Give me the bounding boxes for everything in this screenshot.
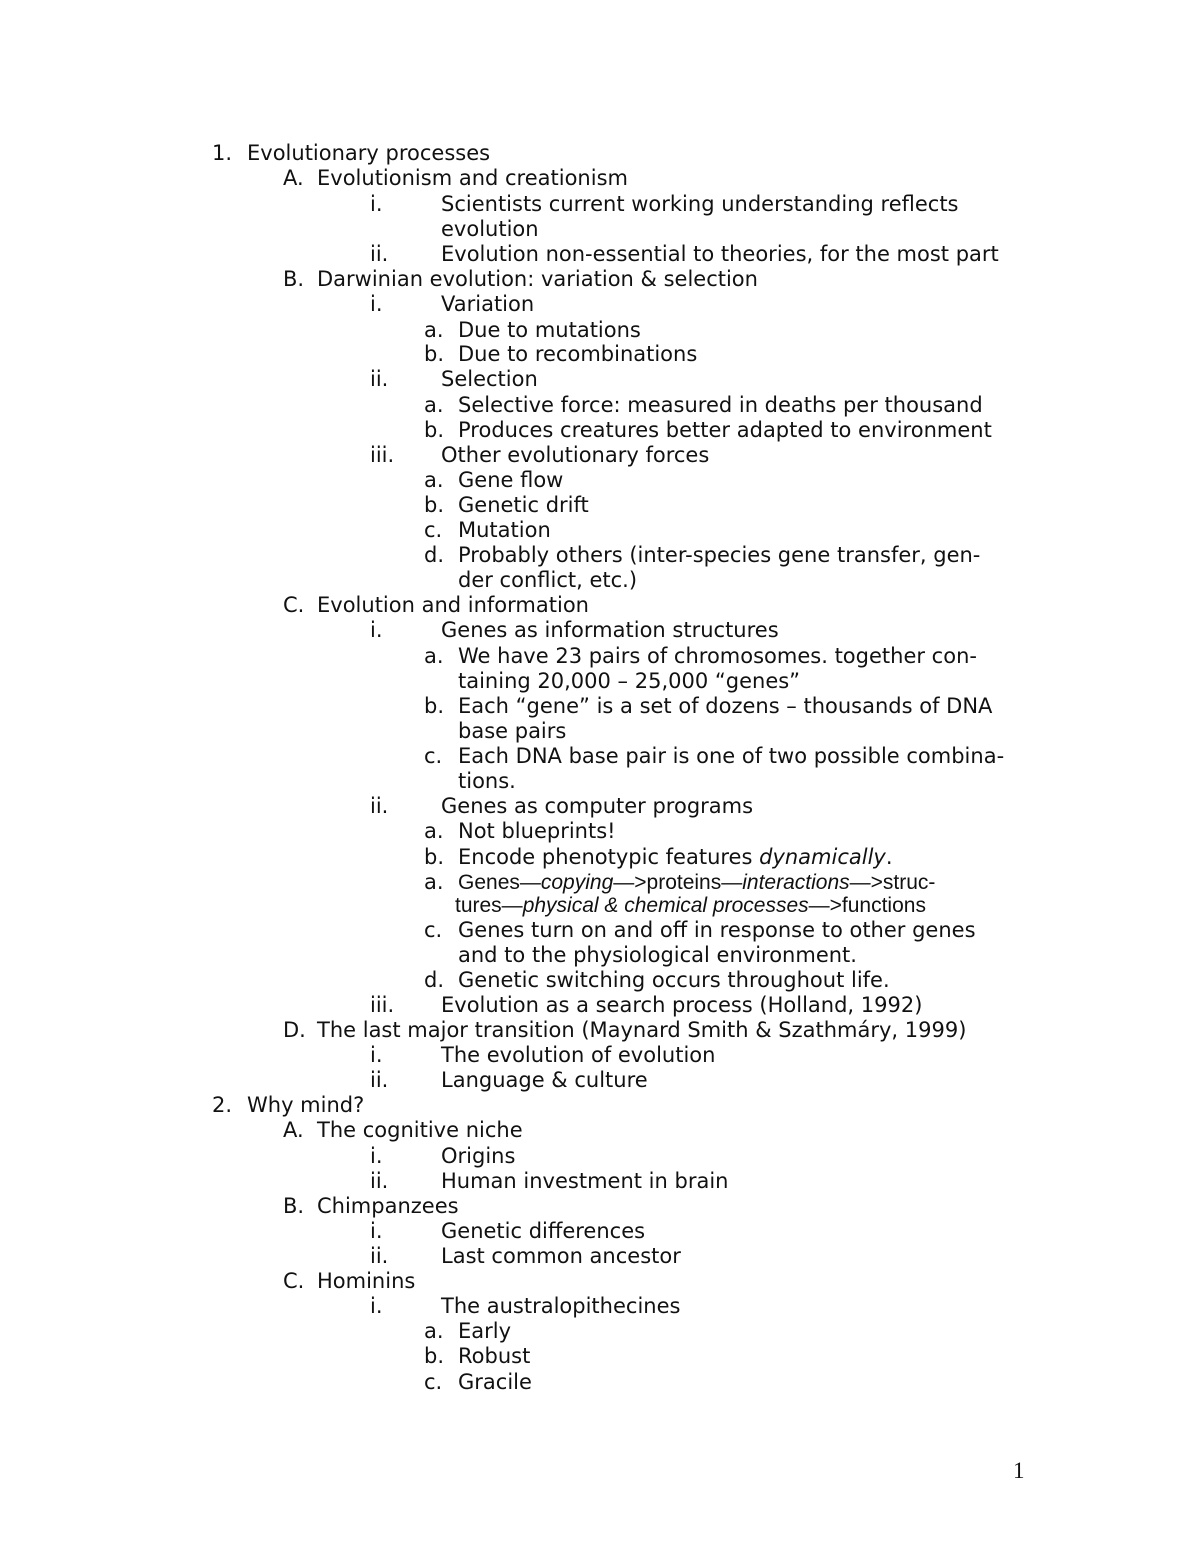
outline-marker: ii.	[370, 242, 389, 266]
item-text: tures—	[455, 894, 523, 917]
outline-item: Gracile	[458, 1370, 532, 1394]
outline-item-continuation: base pairs	[458, 719, 567, 743]
outline-item: Due to mutations	[458, 318, 641, 342]
outline-item: Hominins	[317, 1269, 416, 1293]
emphasis-text: physical & chemical processes	[522, 894, 809, 917]
outline-item-continuation: evolution	[441, 217, 539, 241]
outline-item-continuation: taining 20,000 – 25,000 “genes”	[458, 669, 801, 693]
outline-heading: Why mind?	[247, 1093, 365, 1117]
outline-marker: a.	[424, 870, 444, 894]
outline-item: Produces creatures better adapted to environment	[458, 418, 992, 442]
outline-marker: iii.	[370, 993, 395, 1017]
item-text: —>proteins—	[613, 871, 743, 894]
outline-marker: 2.	[212, 1093, 233, 1117]
outline-marker: a.	[424, 393, 444, 417]
outline-marker: iii.	[370, 443, 395, 467]
outline-marker: B.	[283, 1194, 305, 1218]
outline-item: Evolutionism and creationism	[317, 166, 628, 190]
item-text: —>struc-	[849, 871, 936, 894]
outline-item: Evolution and information	[317, 593, 589, 617]
outline-marker: b.	[424, 694, 445, 718]
outline-marker: ii.	[370, 1244, 389, 1268]
outline-marker: d.	[424, 543, 445, 567]
outline-item-continuation: der conflict, etc.)	[458, 568, 638, 592]
outline-item: Human investment in brain	[441, 1169, 729, 1193]
outline-marker: ii.	[370, 1068, 389, 1092]
outline-item: We have 23 pairs of chromosomes. together con-	[458, 644, 977, 668]
outline-marker: a.	[424, 1319, 444, 1343]
outline-item: Probably others (inter-species gene transfer, gen-	[458, 543, 981, 567]
outline-item: Mutation	[458, 518, 551, 542]
outline-item: Scientists current working understanding reflects	[441, 192, 959, 216]
outline-item-continuation: tions.	[458, 769, 516, 793]
outline-item: Genes as information structures	[441, 618, 779, 642]
outline-item: Early	[458, 1319, 512, 1343]
emphasis-text: interactions	[742, 871, 850, 894]
outline-item: Genes turn on and off in response to other genes	[458, 918, 976, 942]
outline-marker: i.	[370, 618, 383, 642]
outline-item: Each DNA base pair is one of two possible combina-	[458, 744, 1005, 768]
outline-item: Due to recombinations	[458, 342, 698, 366]
item-text-tail: .	[885, 845, 893, 869]
outline-item: Variation	[441, 292, 535, 316]
outline-marker: B.	[283, 267, 305, 291]
outline-marker: 1.	[212, 141, 233, 165]
outline-marker: i.	[370, 1294, 383, 1318]
outline-marker: b.	[424, 493, 445, 517]
outline-marker: i.	[370, 1219, 383, 1243]
outline-item: The australopithecines	[441, 1294, 681, 1318]
outline-marker: a.	[424, 644, 444, 668]
outline-marker: b.	[424, 1344, 445, 1368]
outline-item: Darwinian evolution: variation & selection	[317, 267, 758, 291]
outline-marker: i.	[370, 1144, 383, 1168]
page-number: 1	[1013, 1458, 1025, 1483]
outline-item: Gene flow	[458, 468, 564, 492]
outline-marker: c.	[424, 744, 443, 768]
item-text: —>functions	[808, 894, 926, 917]
outline-marker: i.	[370, 292, 383, 316]
outline-item: The last major transition (Maynard Smith & Szathmáry, 1999)	[317, 1018, 967, 1042]
outline-marker: i.	[370, 192, 383, 216]
outline-marker: C.	[283, 1269, 305, 1293]
outline-marker: c.	[424, 1370, 443, 1394]
outline-marker: b.	[424, 845, 445, 869]
item-text: Encode phenotypic features	[458, 845, 760, 869]
outline-item: Last common ancestor	[441, 1244, 681, 1268]
outline-item: Robust	[458, 1344, 531, 1368]
outline-marker: ii.	[370, 367, 389, 391]
outline-item-continuation	[455, 893, 926, 918]
outline-marker: a.	[424, 819, 444, 843]
outline-item: Language & culture	[441, 1068, 648, 1092]
outline-marker: D.	[283, 1018, 306, 1042]
outline-marker: d.	[424, 968, 445, 992]
emphasis-text: copying	[540, 871, 614, 894]
outline-item: Chimpanzees	[317, 1194, 459, 1218]
outline-marker: c.	[424, 918, 443, 942]
item-text: Genes—	[458, 871, 541, 894]
outline-item: The cognitive niche	[317, 1118, 523, 1142]
outline-item: Evolution non-essential to theories, for the most part	[441, 242, 999, 266]
outline-marker: a.	[424, 468, 444, 492]
outline-marker: b.	[424, 342, 445, 366]
outline-marker: ii.	[370, 1169, 389, 1193]
outline-item: Origins	[441, 1144, 516, 1168]
outline-item: Evolution as a search process (Holland, 1992)	[441, 993, 923, 1017]
outline-item: Genetic differences	[441, 1219, 646, 1243]
outline-marker: A.	[283, 1118, 304, 1142]
outline-item: Other evolutionary forces	[441, 443, 710, 467]
outline-item: Genetic drift	[458, 493, 589, 517]
outline-item	[458, 845, 893, 870]
outline-marker: i.	[370, 1043, 383, 1067]
outline-marker: b.	[424, 418, 445, 442]
outline-item: Each “gene” is a set of dozens – thousands of DNA	[458, 694, 993, 718]
outline-marker: ii.	[370, 794, 389, 818]
outline-marker: a.	[424, 318, 444, 342]
outline-item: Selection	[441, 367, 538, 391]
outline-item: Not blueprints!	[458, 819, 616, 843]
outline-marker: C.	[283, 593, 305, 617]
outline-heading: Evolutionary processes	[247, 141, 491, 165]
outline-item: Genes as computer programs	[441, 794, 754, 818]
outline-item: The evolution of evolution	[441, 1043, 716, 1067]
outline-item	[458, 870, 935, 895]
emphasis-text: dynamically	[759, 845, 886, 869]
outline-item-continuation: and to the physiological environment.	[458, 943, 857, 967]
outline-marker: A.	[283, 166, 304, 190]
outline-item: Genetic switching occurs throughout life.	[458, 968, 890, 992]
outline-marker: c.	[424, 518, 443, 542]
outline-item: Selective force: measured in deaths per thousand	[458, 393, 983, 417]
